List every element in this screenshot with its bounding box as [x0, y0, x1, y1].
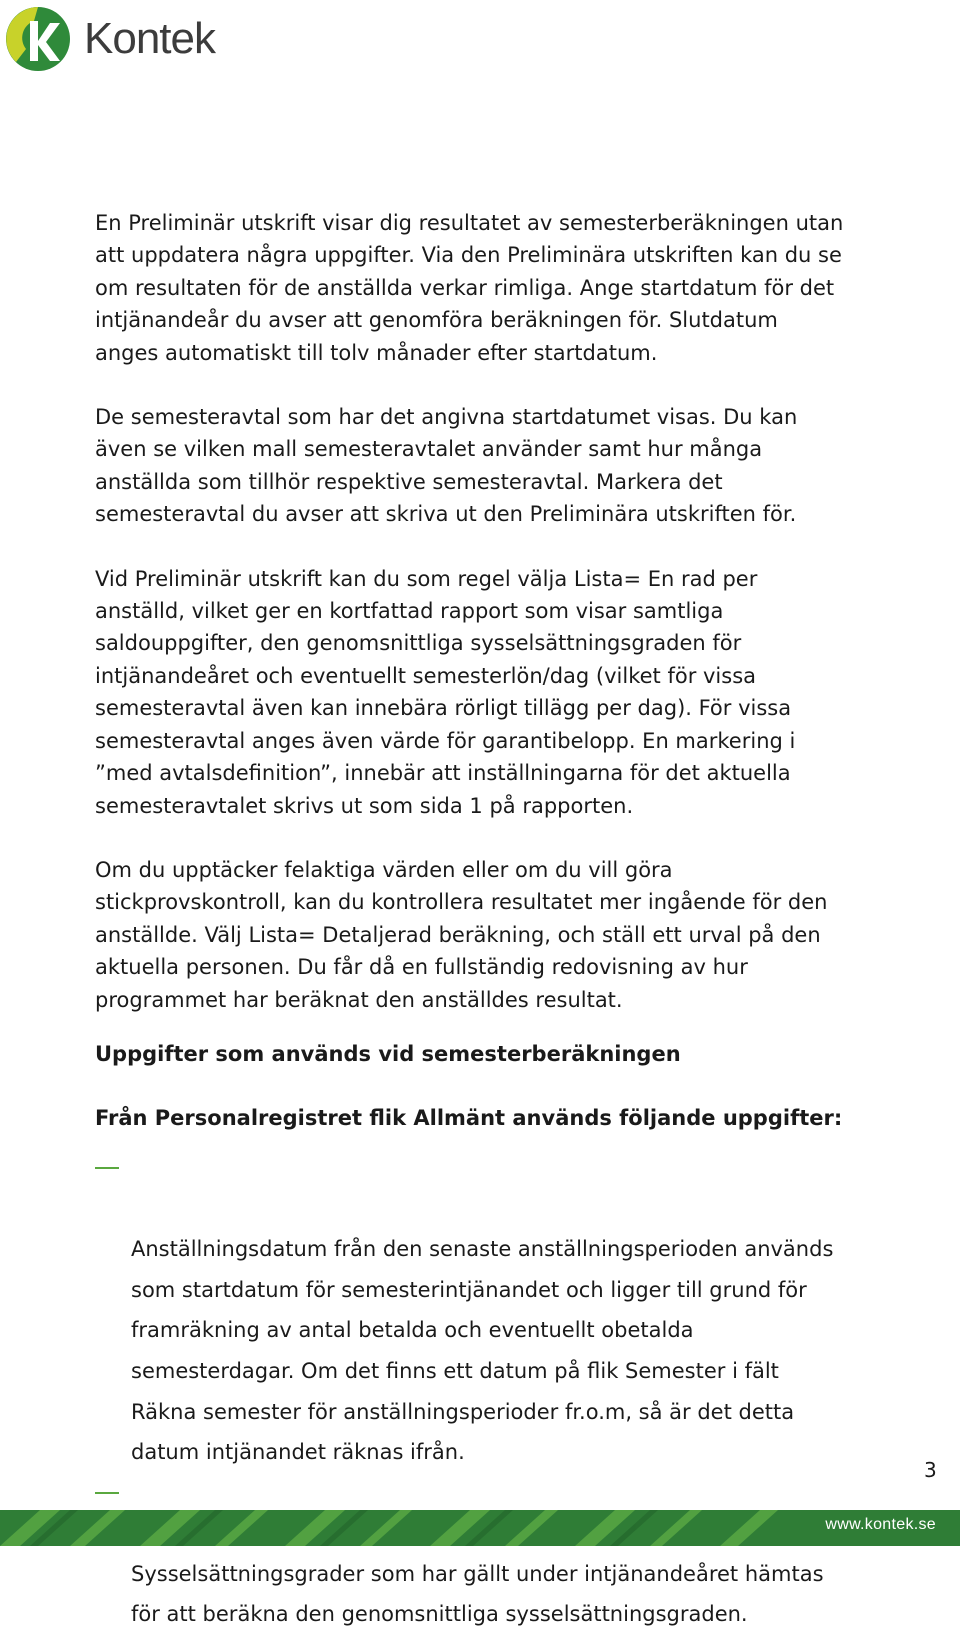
paragraph-vacation-agreements: De semesteravtal som har det angivna startdatumet visas. Du kan även se vilken mall semesteravtalet använder samt hur många anställda som tillhör respektive semesteravtal. Markera det semesteravtal du avser att skriva ut den Preliminära utskriften för. — [95, 405, 798, 527]
bullet-list — [95, 1148, 915, 1635]
list-item-text: Sysselsättningsgrader som har gällt under intjänandeåret hämtas för att beräkna den genomsnittliga sysselsättningsgraden. — [131, 1561, 824, 1627]
paragraph-list-options: Vid Preliminär utskrift kan du som regel välja Lista= En rad per anställd, vilket ger en kortfattad rapport som visar samtliga saldouppgifter, den genomsnittliga sysselsättningsgraden för intjänandeåret och eventuellt semesterlön/dag (vilket för vissa semesteravtal även kan innebära rörligt tillägg per dag). För vissa semesteravtal anges även värde för garantibelopp. En markering i ”med avtalsdefinition”, innebär att inställningarna för det aktuella semesteravtalet skrivs ut som sida 1 på rapporten. — [95, 566, 796, 818]
dash-bullet-icon — [95, 1167, 119, 1169]
page-number: 3 — [924, 1458, 937, 1482]
list-item-text: Anställningsdatum från den senaste anställningsperioden används som startdatum för semesterintjänandet och ligger till grund för framräkning av antal betalda och eventuellt obetalda semesterdagar. Om det finns ett datum på flik Semester i fält Räkna semester för anställningsperioder fr.o.m, så är det detta datum intjänandet räknas ifrån. — [131, 1237, 834, 1465]
subsection-heading: Från Personalregistret flik Allmänt används följande uppgifter: — [95, 1105, 843, 1130]
footer-pattern-icon — [0, 1510, 960, 1546]
footer-website-link[interactable]: www.kontek.se — [825, 1516, 936, 1533]
footer-band — [0, 1510, 960, 1546]
section-heading: Uppgifter som används vid semesterberäkningen — [95, 1041, 681, 1066]
list-item — [95, 1148, 915, 1473]
document-body — [95, 207, 915, 1635]
dash-bullet-icon — [95, 1492, 119, 1494]
kontek-logo-icon — [4, 5, 72, 73]
paragraph-preliminary-printout: En Preliminär utskrift visar dig resultatet av semesterberäkningen utan att uppdatera några uppgifter. Via den Preliminära utskriften kan du se om resultaten för de anställda verkar rimliga. Ange startdatum för det intjänandeår du avser att genomföra beräkningen för. Slutdatum anges automatiskt till tolv månader efter startdatum. — [95, 211, 844, 365]
kontek-logo — [4, 4, 215, 74]
paragraph-detailed-check: Om du upptäcker felaktiga värden eller om du vill göra stickprovskontroll, kan du kontrollera resultatet mer ingående för den anställde. Välj Lista= Detaljerad beräkning, och ställ ett urval på den aktuella personen. Du får då en fullständig redovisning av hur programmet har beräknat den anställdes resultat. — [95, 857, 828, 1012]
logo-text: Kontek — [84, 14, 215, 63]
